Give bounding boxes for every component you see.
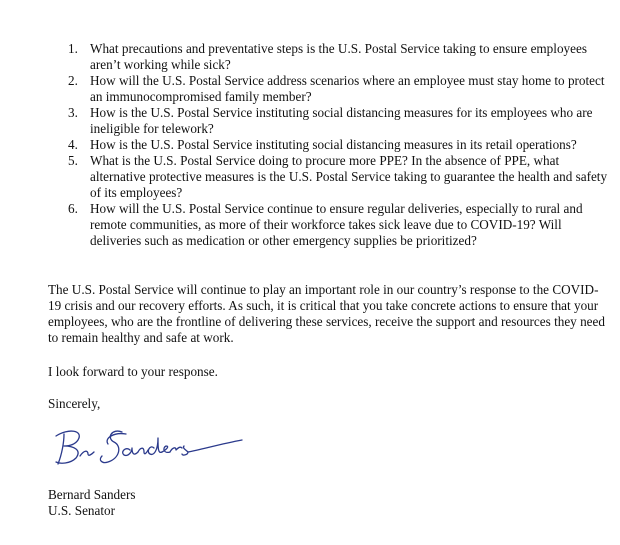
question-item [48, 137, 608, 153]
question-item [48, 153, 608, 201]
signer-name: Bernard Sanders [48, 487, 136, 502]
sign-off: Sincerely, [48, 396, 101, 411]
question-text: How is the U.S. Postal Service instituting social distancing measures in its retail operations? [90, 137, 577, 152]
question-text: How will the U.S. Postal Service continue to ensure regular deliveries, especially to rural and remote communities, as more of their workforce takes sick leave due to COVID-19? Will deliveries such as medication or other emergency supplies be prioritized? [90, 201, 583, 248]
question-number: 6. [68, 201, 78, 216]
question-number: 1. [68, 41, 78, 56]
signature [50, 424, 250, 474]
question-number: 4. [68, 137, 78, 152]
question-text: How will the U.S. Postal Service address scenarios where an employee must stay home to protect an immunocompromised family member? [90, 73, 605, 104]
question-item [48, 41, 608, 73]
signer-title: U.S. Senator [48, 503, 116, 518]
question-item [48, 105, 608, 137]
question-text: How is the U.S. Postal Service instituting social distancing measures for its employees who are ineligible for telework? [90, 105, 593, 136]
question-item [48, 73, 608, 105]
question-item [48, 201, 608, 249]
question-number: 3. [68, 105, 78, 120]
question-list [48, 41, 608, 249]
question-text: What precautions and preventative steps is the U.S. Postal Service taking to ensure employees aren’t working while sick? [90, 41, 587, 72]
closing-paragraph: The U.S. Postal Service will continue to play an important role in our country’s response to the COVID-19 crisis and our recovery efforts. As such, it is critical that you take concrete actions to ensure that your employees, who are the frontline of delivering these services, receive the support and resources they need to remain healthy and safe at work. [48, 282, 605, 345]
question-text: What is the U.S. Postal Service doing to procure more PPE? In the absence of PPE, what alternative protective measures is the U.S. Postal Service taking to guarantee the health and safety of its employees? [90, 153, 608, 200]
look-forward-line: I look forward to your response. [48, 364, 218, 379]
question-number: 5. [68, 153, 78, 168]
question-number: 2. [68, 73, 78, 88]
